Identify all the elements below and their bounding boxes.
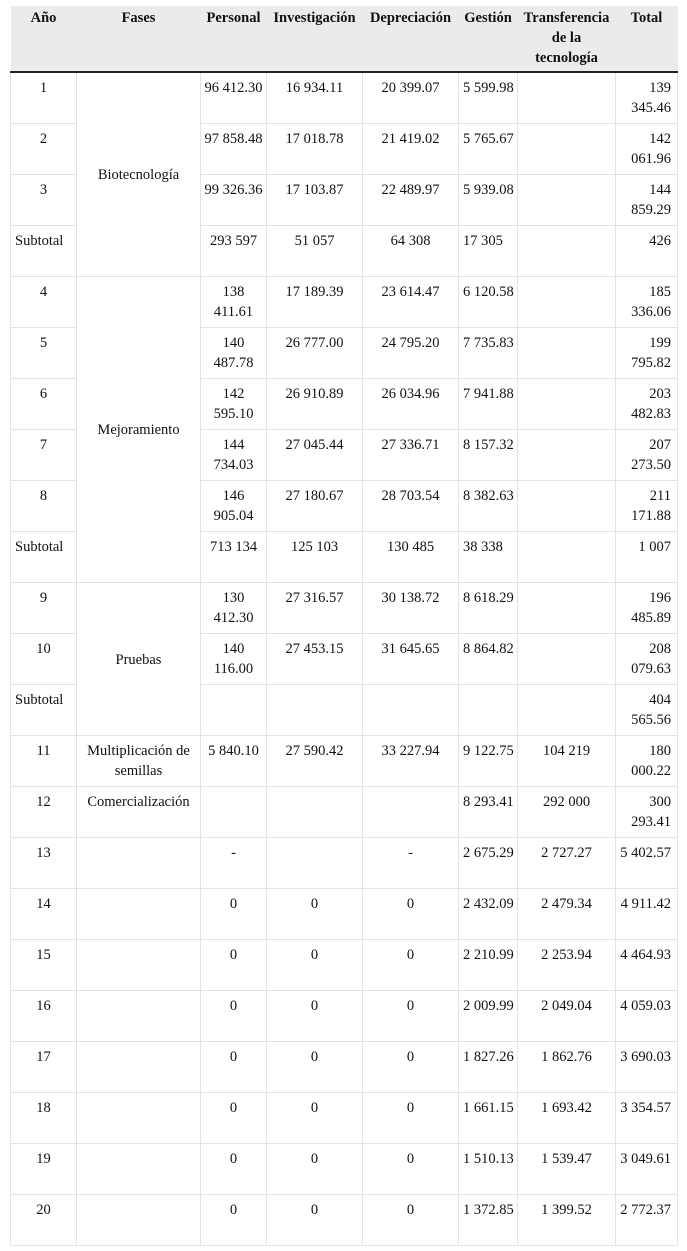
total-cell: 180 000.22 [616, 735, 678, 786]
gestion-cell: 8 382.63 [459, 480, 518, 531]
header-fases: Fases [77, 6, 201, 72]
investigacion-cell: 27 590.42 [267, 735, 363, 786]
depreciacion-cell: 28 703.54 [363, 480, 459, 531]
depreciacion-cell: 0 [363, 1143, 459, 1194]
table-row [11, 1194, 678, 1245]
depreciacion-cell [363, 786, 459, 837]
investigacion-cell: 27 045.44 [267, 429, 363, 480]
personal-cell: 713 134 [201, 531, 267, 582]
table-row [11, 1143, 678, 1194]
gestion-cell: 2 432.09 [459, 888, 518, 939]
personal-cell: 144 734.03 [201, 429, 267, 480]
ano-cell: 10 [11, 633, 77, 684]
total-cell: 207 273.50 [616, 429, 678, 480]
ano-cell: 5 [11, 327, 77, 378]
personal-cell [201, 684, 267, 735]
ano-cell: 16 [11, 990, 77, 1041]
depreciacion-cell: 30 138.72 [363, 582, 459, 633]
personal-cell: - [201, 837, 267, 888]
investigacion-cell: 26 910.89 [267, 378, 363, 429]
depreciacion-cell: 27 336.71 [363, 429, 459, 480]
total-cell: 300 293.41 [616, 786, 678, 837]
transferencia-cell [518, 480, 616, 531]
total-cell: 404 565.56 [616, 684, 678, 735]
gestion-cell: 7 941.88 [459, 378, 518, 429]
depreciacion-cell: 22 489.97 [363, 174, 459, 225]
gestion-cell: 1 827.26 [459, 1041, 518, 1092]
gestion-cell: 8 293.41 [459, 786, 518, 837]
header-ano: Año [11, 6, 77, 72]
phase-cell [77, 1143, 201, 1194]
depreciacion-cell [363, 684, 459, 735]
transferencia-cell: 2 253.94 [518, 939, 616, 990]
header-investigacion: Investigación [267, 6, 363, 72]
gestion-cell: 9 122.75 [459, 735, 518, 786]
transferencia-cell: 1 539.47 [518, 1143, 616, 1194]
total-cell: 208 079.63 [616, 633, 678, 684]
gestion-cell: 8 618.29 [459, 582, 518, 633]
personal-cell: 138 411.61 [201, 276, 267, 327]
investigacion-cell: 17 189.39 [267, 276, 363, 327]
ano-cell: 9 [11, 582, 77, 633]
ano-cell: 17 [11, 1041, 77, 1092]
total-cell: 4 911.42 [616, 888, 678, 939]
transferencia-cell [518, 174, 616, 225]
total-cell: 144 859.29 [616, 174, 678, 225]
personal-cell: 140 116.00 [201, 633, 267, 684]
ano-cell: 11 [11, 735, 77, 786]
depreciacion-cell: 0 [363, 939, 459, 990]
ano-cell: 8 [11, 480, 77, 531]
personal-cell: 96 412.30 [201, 72, 267, 123]
phase-cell [77, 939, 201, 990]
table-row [11, 888, 678, 939]
total-cell: 3 354.57 [616, 1092, 678, 1143]
gestion-cell: 8 864.82 [459, 633, 518, 684]
transferencia-cell [518, 123, 616, 174]
personal-cell [201, 786, 267, 837]
total-cell: 4 059.03 [616, 990, 678, 1041]
table-row [11, 939, 678, 990]
total-cell: 1 007 [616, 531, 678, 582]
depreciacion-cell: 64 308 [363, 225, 459, 276]
investigacion-cell: 27 180.67 [267, 480, 363, 531]
personal-cell: 0 [201, 1041, 267, 1092]
gestion-cell: 38 338 [459, 531, 518, 582]
transferencia-cell [518, 225, 616, 276]
header-total: Total [616, 6, 678, 72]
ano-cell: Subtotal [11, 684, 77, 735]
personal-cell: 0 [201, 939, 267, 990]
total-cell: 199 795.82 [616, 327, 678, 378]
personal-cell: 142 595.10 [201, 378, 267, 429]
total-cell: 142 061.96 [616, 123, 678, 174]
ano-cell: 15 [11, 939, 77, 990]
phase-cell [77, 1092, 201, 1143]
phase-cell [77, 888, 201, 939]
total-cell: 2 772.37 [616, 1194, 678, 1245]
total-cell: 426 [616, 225, 678, 276]
transferencia-cell [518, 582, 616, 633]
header-row [11, 6, 678, 72]
ano-cell: 4 [11, 276, 77, 327]
depreciacion-cell: 130 485 [363, 531, 459, 582]
gestion-cell: 6 120.58 [459, 276, 518, 327]
investigacion-cell [267, 684, 363, 735]
ano-cell: 6 [11, 378, 77, 429]
investigacion-cell: 51 057 [267, 225, 363, 276]
header-depreciacion: Depreciación [363, 6, 459, 72]
personal-cell: 0 [201, 1194, 267, 1245]
transferencia-cell [518, 429, 616, 480]
table-row [11, 582, 678, 633]
investigacion-cell: 27 453.15 [267, 633, 363, 684]
gestion-cell: 2 009.99 [459, 990, 518, 1041]
investigacion-cell: 0 [267, 1143, 363, 1194]
depreciacion-cell: 0 [363, 1041, 459, 1092]
personal-cell: 130 412.30 [201, 582, 267, 633]
total-cell: 211 171.88 [616, 480, 678, 531]
transferencia-cell: 1 693.42 [518, 1092, 616, 1143]
phase-cell: Multiplicación de semillas [77, 735, 201, 786]
table-body [11, 72, 678, 1245]
table-row [11, 72, 678, 123]
gestion-cell: 2 675.29 [459, 837, 518, 888]
investigacion-cell: 0 [267, 1092, 363, 1143]
header-personal: Personal [201, 6, 267, 72]
investigacion-cell: 16 934.11 [267, 72, 363, 123]
total-cell: 3 049.61 [616, 1143, 678, 1194]
depreciacion-cell: 0 [363, 990, 459, 1041]
investigacion-cell: 0 [267, 1041, 363, 1092]
ano-cell: 18 [11, 1092, 77, 1143]
gestion-cell: 7 735.83 [459, 327, 518, 378]
phase-cell: Pruebas [77, 582, 201, 735]
investigacion-cell: 125 103 [267, 531, 363, 582]
table-row [11, 1092, 678, 1143]
ano-cell: Subtotal [11, 531, 77, 582]
depreciacion-cell: 0 [363, 888, 459, 939]
transferencia-cell [518, 378, 616, 429]
ano-cell: 20 [11, 1194, 77, 1245]
depreciacion-cell: 20 399.07 [363, 72, 459, 123]
personal-cell: 146 905.04 [201, 480, 267, 531]
phase-cell [77, 1194, 201, 1245]
depreciacion-cell: 0 [363, 1092, 459, 1143]
investigacion-cell: 17 103.87 [267, 174, 363, 225]
gestion-cell: 1 372.85 [459, 1194, 518, 1245]
depreciacion-cell: 26 034.96 [363, 378, 459, 429]
investigacion-cell: 26 777.00 [267, 327, 363, 378]
total-cell: 4 464.93 [616, 939, 678, 990]
personal-cell: 0 [201, 888, 267, 939]
gestion-cell: 1 661.15 [459, 1092, 518, 1143]
phase-cell: Mejoramiento [77, 276, 201, 582]
total-cell: 3 690.03 [616, 1041, 678, 1092]
personal-cell: 0 [201, 990, 267, 1041]
gestion-cell: 2 210.99 [459, 939, 518, 990]
phase-cell: Comercialización [77, 786, 201, 837]
gestion-cell: 17 305 [459, 225, 518, 276]
investigacion-cell [267, 786, 363, 837]
depreciacion-cell: 24 795.20 [363, 327, 459, 378]
personal-cell: 99 326.36 [201, 174, 267, 225]
depreciacion-cell: 33 227.94 [363, 735, 459, 786]
ano-cell: 19 [11, 1143, 77, 1194]
transferencia-cell [518, 633, 616, 684]
total-cell: 185 336.06 [616, 276, 678, 327]
ano-cell: Subtotal [11, 225, 77, 276]
personal-cell: 97 858.48 [201, 123, 267, 174]
header-transferencia: Transferencia de la tecnología [518, 6, 616, 72]
depreciacion-cell: 21 419.02 [363, 123, 459, 174]
cost-table [10, 6, 678, 1246]
ano-cell: 1 [11, 72, 77, 123]
table-row [11, 837, 678, 888]
transferencia-cell [518, 327, 616, 378]
table-row [11, 735, 678, 786]
personal-cell: 5 840.10 [201, 735, 267, 786]
depreciacion-cell: 31 645.65 [363, 633, 459, 684]
personal-cell: 293 597 [201, 225, 267, 276]
transferencia-cell: 1 399.52 [518, 1194, 616, 1245]
phase-cell [77, 837, 201, 888]
transferencia-cell: 292 000 [518, 786, 616, 837]
gestion-cell: 8 157.32 [459, 429, 518, 480]
table-row [11, 276, 678, 327]
investigacion-cell [267, 837, 363, 888]
transferencia-cell: 104 219 [518, 735, 616, 786]
transferencia-cell: 2 049.04 [518, 990, 616, 1041]
table-row [11, 786, 678, 837]
gestion-cell: 5 765.67 [459, 123, 518, 174]
investigacion-cell: 27 316.57 [267, 582, 363, 633]
investigacion-cell: 0 [267, 939, 363, 990]
gestion-cell [459, 684, 518, 735]
phase-cell [77, 990, 201, 1041]
ano-cell: 14 [11, 888, 77, 939]
depreciacion-cell: - [363, 837, 459, 888]
table-row [11, 1041, 678, 1092]
gestion-cell: 5 599.98 [459, 72, 518, 123]
gestion-cell: 1 510.13 [459, 1143, 518, 1194]
investigacion-cell: 0 [267, 888, 363, 939]
table-row [11, 990, 678, 1041]
investigacion-cell: 0 [267, 1194, 363, 1245]
total-cell: 5 402.57 [616, 837, 678, 888]
header-gestion: Gestión [459, 6, 518, 72]
ano-cell: 7 [11, 429, 77, 480]
depreciacion-cell: 0 [363, 1194, 459, 1245]
phase-cell [77, 1041, 201, 1092]
total-cell: 196 485.89 [616, 582, 678, 633]
phase-cell: Biotecnología [77, 72, 201, 276]
total-cell: 203 482.83 [616, 378, 678, 429]
ano-cell: 12 [11, 786, 77, 837]
total-cell: 139 345.46 [616, 72, 678, 123]
transferencia-cell [518, 684, 616, 735]
ano-cell: 2 [11, 123, 77, 174]
gestion-cell: 5 939.08 [459, 174, 518, 225]
depreciacion-cell: 23 614.47 [363, 276, 459, 327]
transferencia-cell [518, 531, 616, 582]
personal-cell: 0 [201, 1092, 267, 1143]
ano-cell: 13 [11, 837, 77, 888]
transferencia-cell [518, 72, 616, 123]
transferencia-cell: 2 727.27 [518, 837, 616, 888]
personal-cell: 140 487.78 [201, 327, 267, 378]
transferencia-cell [518, 276, 616, 327]
transferencia-cell: 2 479.34 [518, 888, 616, 939]
personal-cell: 0 [201, 1143, 267, 1194]
investigacion-cell: 17 018.78 [267, 123, 363, 174]
ano-cell: 3 [11, 174, 77, 225]
investigacion-cell: 0 [267, 990, 363, 1041]
transferencia-cell: 1 862.76 [518, 1041, 616, 1092]
